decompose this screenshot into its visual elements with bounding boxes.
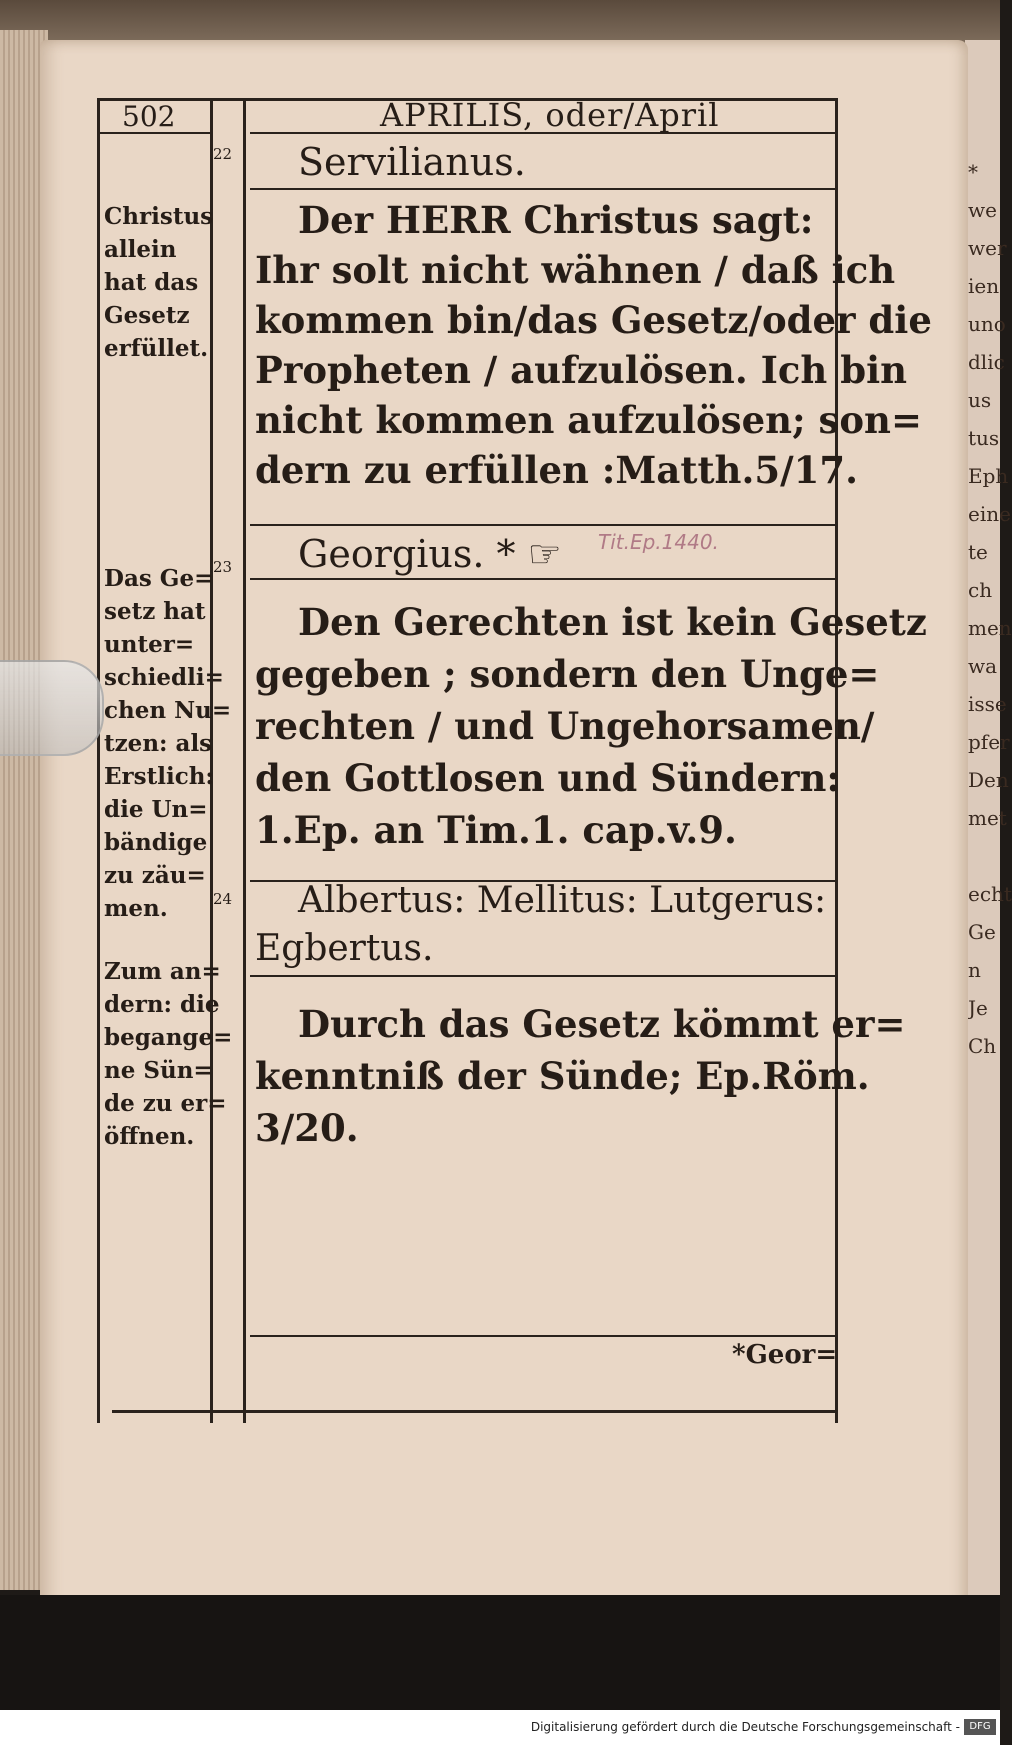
handwritten-note: Tit.Ep.1440.	[598, 530, 719, 554]
next-page-fragment: men	[968, 616, 1012, 640]
entry-rule	[250, 188, 835, 190]
margin-note	[104, 562, 231, 925]
margin-note-line: chen Nu=	[104, 697, 232, 724]
entry-rule	[250, 975, 835, 977]
entry-rule	[250, 1335, 835, 1337]
margin-note-line: zu zäu=	[104, 862, 206, 889]
next-page-fragment: eine	[968, 502, 1011, 526]
entry-rule	[250, 524, 835, 526]
margin-note-line: begange=	[104, 1024, 233, 1051]
next-page-fragment: pfer	[968, 730, 1010, 754]
margin-note-line: tzen: als	[104, 730, 213, 757]
next-page-fragment: isse	[968, 692, 1007, 716]
next-page-fragment: Eph	[968, 464, 1009, 488]
next-page-fragment: ch	[968, 578, 993, 602]
verse-line: Der HERR Christus sagt:	[298, 198, 814, 242]
margin-note-line: hat das	[104, 269, 199, 296]
margin-note-line: Christus	[104, 203, 214, 230]
saint-names-line: Egbertus.	[255, 928, 434, 969]
verse-line: Propheten / aufzulösen. Ich bin	[255, 348, 908, 392]
verse-line: 1.Ep. an Tim.1. cap.v.9.	[255, 808, 737, 852]
verse-line: gegeben ; sondern den Unge=	[255, 652, 880, 696]
verse-line: rechten / und Ungehorsamen/	[255, 704, 875, 748]
day-column-rule	[243, 98, 246, 1423]
margin-note-line: unter=	[104, 631, 195, 658]
digitization-footer	[0, 1710, 1000, 1745]
next-page-fragment: tus	[968, 426, 1000, 450]
next-page-fragment: n	[968, 958, 981, 982]
verse-line: Durch das Gesetz kömmt er=	[298, 1002, 906, 1046]
day-number: 24	[213, 890, 233, 908]
margin-note-line: de zu er=	[104, 1090, 227, 1117]
margin-note-line: dern: die	[104, 991, 220, 1018]
footer-credit: Digitalisierung gefördert durch die Deutsche Forschungsgemeinschaft -	[530, 1720, 960, 1734]
verse-line: Den Gerechten ist kein Gesetz	[298, 600, 927, 644]
verse-line: nicht kommen aufzulösen; son=	[255, 398, 922, 442]
entry-rule	[250, 578, 835, 580]
verse-line: Ihr solt nicht wähnen / daß ich	[255, 248, 896, 292]
next-page-fragment: te	[968, 540, 988, 564]
dfg-logo: DFG	[964, 1719, 996, 1735]
book-page	[40, 40, 968, 1610]
next-page-fragment: us	[968, 388, 992, 412]
margin-note-line: allein	[104, 236, 177, 263]
margin-note-line: bändige	[104, 829, 208, 856]
verse-line: kenntniß der Sünde; Ep.Röm.	[255, 1054, 870, 1098]
page-number: 502	[122, 100, 176, 133]
margin-note-line: schiedli=	[104, 664, 224, 691]
next-page-fragment: *	[968, 160, 978, 184]
next-page-fragment: ien	[968, 274, 1000, 298]
margin-note-line: Zum an=	[104, 958, 221, 985]
next-page-fragment: met	[968, 806, 1007, 830]
margin-note-line: Gesetz	[104, 302, 190, 329]
margin-note	[104, 200, 213, 365]
verse-line: kommen bin/das Gesetz/oder die	[255, 298, 932, 342]
saint-name: Servilianus.	[298, 140, 526, 184]
verse-line: den Gottlosen und Sündern:	[255, 756, 841, 800]
page-header: APRILIS, oder/April	[380, 96, 720, 134]
next-page-fragment: Ge	[968, 920, 996, 944]
saint-name: Georgius. * ☞	[298, 532, 562, 576]
transparent-page-clip	[0, 660, 104, 756]
left-outer-rule	[97, 98, 100, 1423]
next-page-fragment: uno	[968, 312, 1006, 336]
next-page-fragment: wer	[968, 236, 1007, 260]
margin-note-line: Das Ge=	[104, 565, 214, 592]
margin-note-line: men.	[104, 895, 168, 922]
margin-note-line: Erstlich:	[104, 763, 214, 790]
next-page-fragment: dlic	[968, 350, 1005, 374]
next-page-fragment: Den	[968, 768, 1009, 792]
margin-note	[104, 955, 232, 1153]
next-page-fragment: Ch	[968, 1034, 997, 1058]
day-number: 22	[213, 145, 233, 163]
verse-line: 3/20.	[255, 1106, 359, 1150]
day-number: 23	[213, 558, 233, 576]
next-page-fragment: we	[968, 198, 997, 222]
next-page-strip	[965, 40, 1012, 1600]
verse-line: dern zu erfüllen :Matth.5/17.	[255, 448, 858, 492]
bottom-rule	[112, 1410, 838, 1413]
next-page-fragment: wa	[968, 654, 998, 678]
saint-names-line: Albertus: Mellitus: Lutgerus:	[298, 880, 827, 921]
margin-note-line: die Un=	[104, 796, 208, 823]
next-page-fragment: Je	[968, 996, 988, 1020]
margin-note-line: erfüllet.	[104, 335, 209, 362]
catchword: *Geor=	[732, 1340, 838, 1370]
margin-note-line: setz hat	[104, 598, 206, 625]
next-page-fragment: echt	[968, 882, 1012, 906]
margin-note-line: öffnen.	[104, 1123, 195, 1150]
margin-note-line: ne Sün=	[104, 1057, 213, 1084]
